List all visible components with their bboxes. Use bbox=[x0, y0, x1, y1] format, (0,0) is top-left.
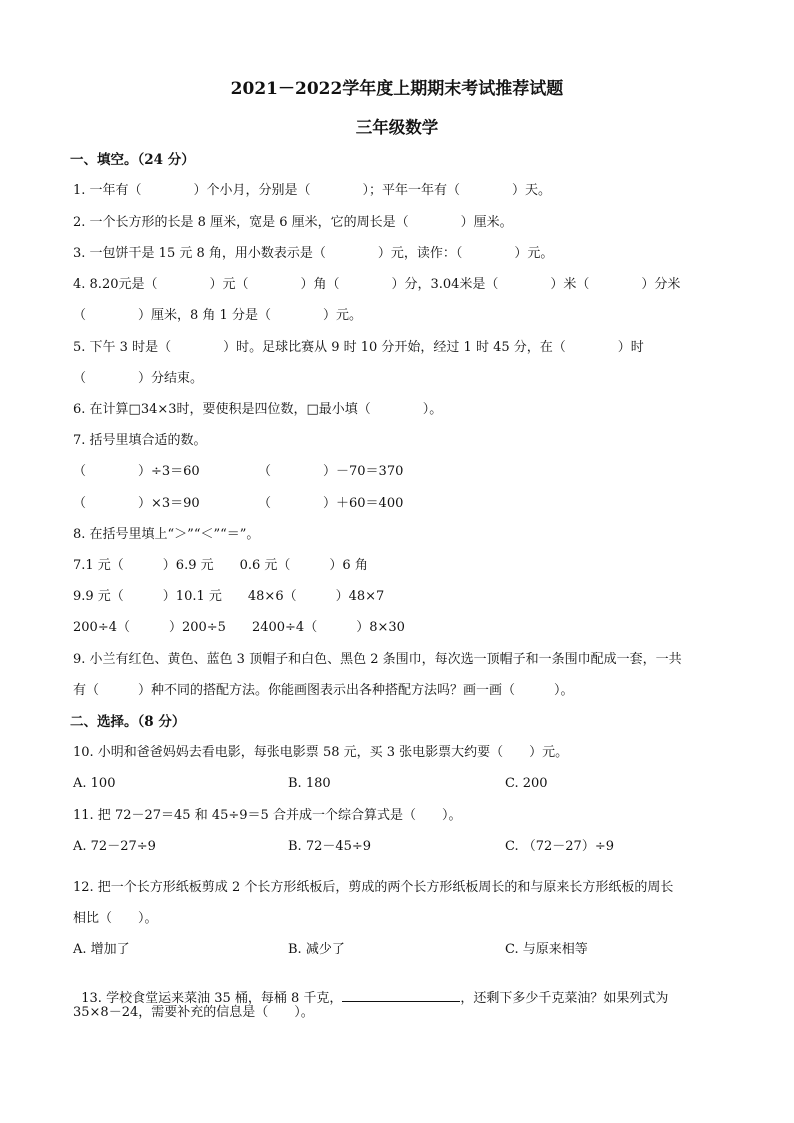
question-2: 2. 一个长方形的长是 8 厘米，宽是 6 厘米，它的周长是（ ）厘米。 bbox=[73, 215, 513, 230]
section-1-heading: 一、填空。（24 分） bbox=[70, 152, 195, 168]
question-3: 3. 一包饼干是 15 元 8 角，用小数表示是（ ）元，读作：（ ）元。 bbox=[73, 246, 554, 261]
question-13-line-2: 35×8－24，需要补充的信息是（ ）。 bbox=[73, 1005, 314, 1020]
question-10-option-b: B. 180 bbox=[288, 776, 331, 791]
question-9-line-2: 有（ ）种不同的搭配方法。你能画图表示出各种搭配方法吗？画一画（ ）。 bbox=[73, 683, 574, 698]
question-6: 6. 在计算□34×3时，要使积是四位数，□最小填（ ）。 bbox=[73, 402, 443, 417]
page-title: 2021－2022学年度上期期末考试推荐试题 bbox=[230, 79, 564, 99]
question-10-option-a: A. 100 bbox=[73, 776, 116, 791]
question-12-line-2: 相比（ ）。 bbox=[73, 911, 158, 926]
question-8-row-3: 200÷4（ ）200÷5 2400÷4（ ）8×30 bbox=[73, 620, 405, 635]
question-12-option-c: C. 与原来相等 bbox=[505, 942, 588, 957]
question-8-row-2: 9.9 元（ ）10.1 元 48×6（ ）48×7 bbox=[73, 589, 385, 604]
question-10: 10. 小明和爸爸妈妈去看电影，每张电影票 58 元，买 3 张电影票大约要（ ）元。 bbox=[73, 745, 569, 760]
question-7-row-1b: （ ）－70＝370 bbox=[258, 464, 404, 479]
question-11-option-a: A. 72－27÷9 bbox=[73, 839, 156, 854]
section-2-heading: 二、选择。（8 分） bbox=[70, 714, 186, 730]
question-10-option-c: C. 200 bbox=[505, 776, 548, 791]
question-7-row-1a: （ ）÷3＝60 bbox=[73, 464, 200, 479]
question-12-line-1: 12. 把一个长方形纸板剪成 2 个长方形纸板后，剪成的两个长方形纸板周长的和与原来长方形纸板的周长 bbox=[73, 880, 674, 895]
question-4-line-1: 4. 8.20元是（ ）元（ ）角（ ）分，3.04米是（ ）米（ ）分米 bbox=[73, 277, 681, 292]
question-7-row-2a: （ ）×3＝90 bbox=[73, 496, 200, 511]
question-13-answer-blank bbox=[342, 989, 460, 1002]
question-11: 11. 把 72－27＝45 和 45÷9＝5 合并成一个综合算式是（ ）。 bbox=[73, 808, 462, 823]
question-7-row-2b: （ ）＋60＝400 bbox=[258, 496, 404, 511]
page-subtitle: 三年级数学 bbox=[355, 118, 439, 137]
question-12-option-a: A. 增加了 bbox=[73, 942, 130, 957]
question-13-line-1 bbox=[73, 973, 668, 1007]
question-13-text-after-blank: ，还剩下多少千克菜油？如果列式为 bbox=[460, 991, 669, 1006]
question-1: 1. 一年有（ ）个小月，分别是（ ）；平年一年有（ ）天。 bbox=[73, 183, 552, 198]
question-5-line-1: 5. 下午 3 时是（ ）时。足球比赛从 9 时 10 分开始，经过 1 时 45 分，在（ ）时 bbox=[73, 340, 644, 355]
question-9-line-1: 9. 小兰有红色、黄色、蓝色 3 顶帽子和白色、黑色 2 条围巾，每次选一顶帽子和一条围巾配成一套，一共 bbox=[73, 652, 682, 667]
question-7: 7. 括号里填合适的数。 bbox=[73, 433, 207, 448]
question-4-line-2: （ ）厘米，8 角 1 分是（ ）元。 bbox=[73, 308, 362, 323]
question-5-line-2: （ ）分结束。 bbox=[73, 371, 204, 386]
question-8: 8. 在括号里填上“＞”“＜”“＝”。 bbox=[73, 527, 260, 542]
question-11-option-c: C. （72－27）÷9 bbox=[505, 839, 614, 854]
question-8-row-1: 7.1 元（ ）6.9 元 0.6 元（ ）6 角 bbox=[73, 558, 368, 573]
question-12-option-b: B. 减少了 bbox=[288, 942, 345, 957]
question-11-option-b: B. 72－45÷9 bbox=[288, 839, 372, 854]
question-13-text-before-blank: 13. 学校食堂运来菜油 35 桶，每桶 8 千克， bbox=[81, 991, 343, 1006]
